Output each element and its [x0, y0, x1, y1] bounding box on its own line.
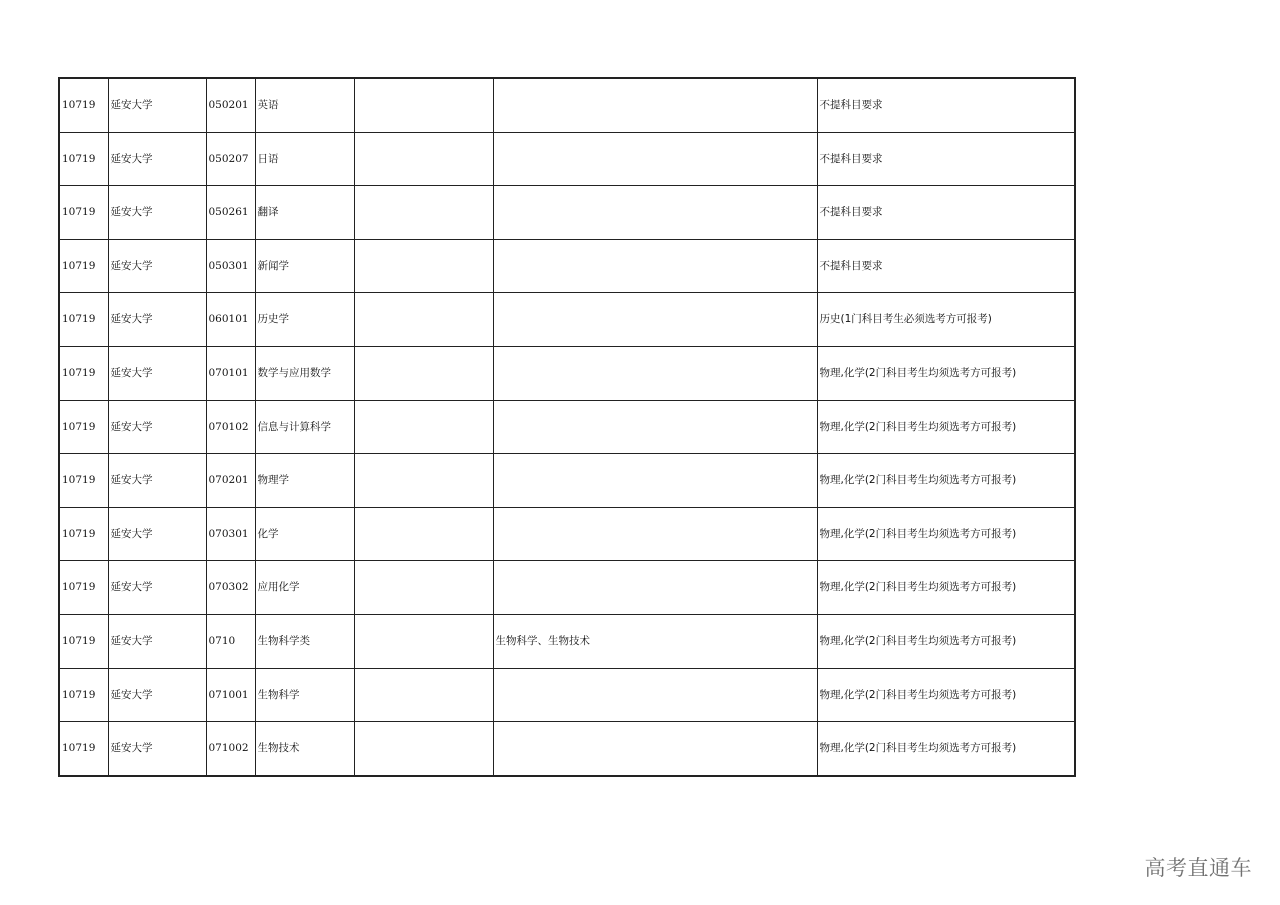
major-name-cell: 信息与计算科学	[255, 400, 354, 454]
empty-cell	[354, 668, 493, 722]
included-majors-cell	[493, 239, 817, 293]
empty-cell	[354, 186, 493, 240]
school-name-cell: 延安大学	[108, 132, 206, 186]
major-code-cell: 070102	[206, 400, 255, 454]
school-code-cell: 10719	[59, 561, 108, 615]
table-row	[59, 507, 1075, 561]
table-row	[59, 400, 1075, 454]
subject-requirement-cell: 不提科目要求	[817, 186, 1075, 240]
major-code-cell: 070301	[206, 507, 255, 561]
included-majors-cell	[493, 454, 817, 508]
empty-cell	[354, 239, 493, 293]
major-name-cell: 日语	[255, 132, 354, 186]
subject-requirement-cell: 物理,化学(2门科目考生均须选考方可报考)	[817, 722, 1075, 776]
major-code-cell: 050207	[206, 132, 255, 186]
major-name-cell: 生物技术	[255, 722, 354, 776]
major-name-cell: 翻译	[255, 186, 354, 240]
school-name-cell: 延安大学	[108, 400, 206, 454]
school-name-cell: 延安大学	[108, 78, 206, 132]
major-name-cell: 生物科学	[255, 668, 354, 722]
major-name-cell: 新闻学	[255, 239, 354, 293]
school-name-cell: 延安大学	[108, 454, 206, 508]
empty-cell	[354, 346, 493, 400]
included-majors-cell	[493, 507, 817, 561]
school-code-cell: 10719	[59, 293, 108, 347]
table-row	[59, 614, 1075, 668]
subject-requirement-cell: 物理,化学(2门科目考生均须选考方可报考)	[817, 400, 1075, 454]
watermark-text: 高考直通车	[1144, 856, 1252, 880]
table-row	[59, 722, 1075, 776]
empty-cell	[354, 507, 493, 561]
school-name-cell: 延安大学	[108, 614, 206, 668]
subject-requirement-cell: 不提科目要求	[817, 132, 1075, 186]
school-code-cell: 10719	[59, 454, 108, 508]
table-row	[59, 454, 1075, 508]
school-name-cell: 延安大学	[108, 346, 206, 400]
empty-cell	[354, 454, 493, 508]
included-majors-cell	[493, 132, 817, 186]
subject-requirement-cell: 不提科目要求	[817, 239, 1075, 293]
subject-requirement-cell: 历史(1门科目考生必须选考方可报考)	[817, 293, 1075, 347]
table-row	[59, 293, 1075, 347]
subject-requirement-cell: 不提科目要求	[817, 78, 1075, 132]
school-code-cell: 10719	[59, 668, 108, 722]
major-name-cell: 生物科学类	[255, 614, 354, 668]
included-majors-cell	[493, 78, 817, 132]
empty-cell	[354, 132, 493, 186]
school-name-cell: 延安大学	[108, 293, 206, 347]
school-code-cell: 10719	[59, 239, 108, 293]
school-name-cell: 延安大学	[108, 561, 206, 615]
table-row	[59, 186, 1075, 240]
included-majors-cell	[493, 722, 817, 776]
major-code-cell: 071002	[206, 722, 255, 776]
included-majors-cell	[493, 400, 817, 454]
major-code-cell: 071001	[206, 668, 255, 722]
subject-requirement-cell: 物理,化学(2门科目考生均须选考方可报考)	[817, 561, 1075, 615]
subject-requirement-cell: 物理,化学(2门科目考生均须选考方可报考)	[817, 346, 1075, 400]
table-row	[59, 78, 1075, 132]
empty-cell	[354, 722, 493, 776]
school-code-cell: 10719	[59, 400, 108, 454]
school-name-cell: 延安大学	[108, 668, 206, 722]
major-code-cell: 0710	[206, 614, 255, 668]
major-code-cell: 050201	[206, 78, 255, 132]
empty-cell	[354, 293, 493, 347]
major-code-cell: 070101	[206, 346, 255, 400]
empty-cell	[354, 78, 493, 132]
school-code-cell: 10719	[59, 346, 108, 400]
major-code-cell: 070201	[206, 454, 255, 508]
school-code-cell: 10719	[59, 722, 108, 776]
school-code-cell: 10719	[59, 78, 108, 132]
included-majors-cell	[493, 561, 817, 615]
subject-requirement-cell: 物理,化学(2门科目考生均须选考方可报考)	[817, 614, 1075, 668]
major-name-cell: 历史学	[255, 293, 354, 347]
included-majors-cell: 生物科学、生物技术	[493, 614, 817, 668]
included-majors-cell	[493, 186, 817, 240]
major-code-cell: 060101	[206, 293, 255, 347]
school-name-cell: 延安大学	[108, 507, 206, 561]
included-majors-cell	[493, 293, 817, 347]
table-row	[59, 561, 1075, 615]
subject-requirements-table	[58, 77, 1076, 777]
empty-cell	[354, 561, 493, 615]
school-name-cell: 延安大学	[108, 722, 206, 776]
included-majors-cell	[493, 346, 817, 400]
major-code-cell: 050301	[206, 239, 255, 293]
school-code-cell: 10719	[59, 614, 108, 668]
school-name-cell: 延安大学	[108, 186, 206, 240]
school-code-cell: 10719	[59, 132, 108, 186]
table-row	[59, 668, 1075, 722]
empty-cell	[354, 400, 493, 454]
subject-requirement-cell: 物理,化学(2门科目考生均须选考方可报考)	[817, 668, 1075, 722]
major-name-cell: 化学	[255, 507, 354, 561]
school-code-cell: 10719	[59, 507, 108, 561]
major-name-cell: 数学与应用数学	[255, 346, 354, 400]
included-majors-cell	[493, 668, 817, 722]
subject-requirement-cell: 物理,化学(2门科目考生均须选考方可报考)	[817, 454, 1075, 508]
school-name-cell: 延安大学	[108, 239, 206, 293]
school-code-cell: 10719	[59, 186, 108, 240]
major-name-cell: 物理学	[255, 454, 354, 508]
table-row	[59, 132, 1075, 186]
major-code-cell: 050261	[206, 186, 255, 240]
major-code-cell: 070302	[206, 561, 255, 615]
major-name-cell: 应用化学	[255, 561, 354, 615]
table-row	[59, 346, 1075, 400]
subject-requirement-cell: 物理,化学(2门科目考生均须选考方可报考)	[817, 507, 1075, 561]
empty-cell	[354, 614, 493, 668]
table-row	[59, 239, 1075, 293]
major-name-cell: 英语	[255, 78, 354, 132]
table-body	[59, 78, 1075, 776]
